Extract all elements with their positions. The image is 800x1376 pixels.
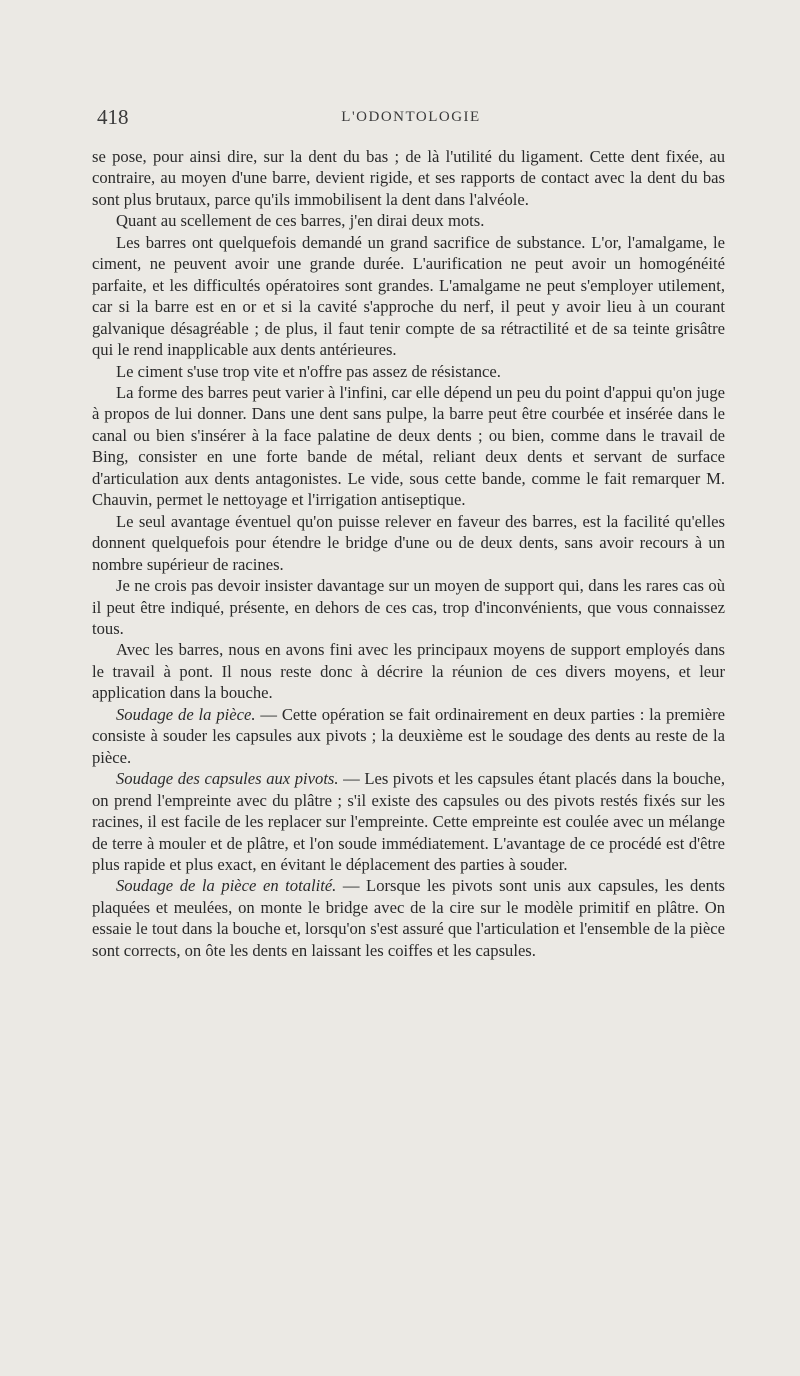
section-heading: Soudage de la pièce.	[116, 704, 256, 724]
paragraph: Le seul avantage éventuel qu'on puisse relever en faveur des barres, est la facilité qu'elles donnent quelquefois pour étendre le bridge d'une ou de deux dents, sans avoir recours à un nombre supérieur de racines.	[92, 511, 725, 574]
paragraph	[92, 704, 725, 768]
paragraph: Le ciment s'use trop vite et n'offre pas assez de résistance.	[116, 361, 501, 381]
page-number: 418	[97, 105, 129, 129]
paragraph: Quant au scellement de ces barres, j'en dirai deux mots.	[116, 211, 485, 231]
paragraph-text: — Cette opération se fait ordinairement en deux parties : la première consiste à souder les capsules aux pivots ; la deuxième est le soudage des dents au reste de la pièce.	[92, 704, 725, 767]
paragraph: Je ne crois pas devoir insister davantage sur un moyen de support qui, dans les rares cas où il peut être indiqué, présente, en dehors de ces cas, trop d'inconvénients, que vous connaissez tous.	[92, 576, 725, 638]
paragraph	[92, 875, 725, 961]
running-title: L'ODONTOLOGIE	[341, 109, 481, 125]
section-heading: Soudage des capsules aux pivots.	[116, 769, 339, 789]
page-header	[97, 105, 725, 135]
paragraph-text: — Lorsque les pivots sont unis aux capsules, les dents plaquées et meulées, on monte le bridge avec de la cire sur le modèle primitif en plâtre. On essaie le tout dans la bouche et, lorsqu'on s'est assuré que l'articulation et l'ensemble de la pièce sont corrects, on ôte les dents en laissant les coiffes et les capsules.	[92, 876, 726, 960]
paragraph: La forme des barres peut varier à l'infini, car elle dépend un peu du point d'appui qu'on juge à propos de lui donner. Dans une dent sans pulpe, la barre peut être courbée et insérée dans le canal ou bien s'insérer à la face palatine de deux dents ; ou bien, comme dans le travail de Bing, consister en une forte bande de métal, reliant deux dents et servant de surface d'articulation aux dents antagonistes. Le vide, sous cette bande, comme le fait remarquer M. Chauvin, permet le nettoyage et l'irrigation antiseptique.	[92, 382, 725, 510]
section-heading: Soudage de la pièce en totalité.	[116, 876, 337, 896]
paragraph: Avec les barres, nous en avons fini avec les principaux moyens de support employés dans le travail à pont. Il nous reste donc à décrire la réunion de ces divers moyens, et leur application dans la bouche.	[92, 640, 725, 703]
body-text	[92, 146, 725, 961]
paragraph	[92, 768, 725, 875]
paragraph-text: — Les pivots et les capsules étant placés dans la bouche, on prend l'empreinte avec du plâtre ; s'il existe des capsules ou des pivots restés fixés sur les racines, il est facile de les replacer sur l'empreinte. Cette empreinte est coulée avec un mélange de terre à mouler et de plâtre, et l'on soude immédiatement. L'avantage de ce procédé est d'être plus rapide et plus exact, en évitant le déplacement des parties à souder.	[92, 769, 725, 874]
paragraph: se pose, pour ainsi dire, sur la dent du bas ; de là l'utilité du ligament. Cette dent fixée, au contraire, au moyen d'une barre, devient rigide, et ses rapports de contact avec la dent du bas sont plus brutaux, parce qu'ils immobilisent la dent dans l'alvéole.	[92, 147, 725, 209]
paragraph: Les barres ont quelquefois demandé un grand sacrifice de substance. L'or, l'amalgame, le ciment, ne peuvent avoir une grande durée. L'aurification ne peut avoir un homogénéité parfaite, et les difficultés opératoires sont grandes. L'amalgame ne peut s'employer utilement, car si la barre est en or et si la cavité s'approche du nerf, il peut y avoir lieu à un courant galvanique désagréable ; de plus, il faut tenir compte de sa rétractilité et de sa teinte grisâtre qui le rend inapplicable aux dents antérieures.	[92, 232, 725, 360]
